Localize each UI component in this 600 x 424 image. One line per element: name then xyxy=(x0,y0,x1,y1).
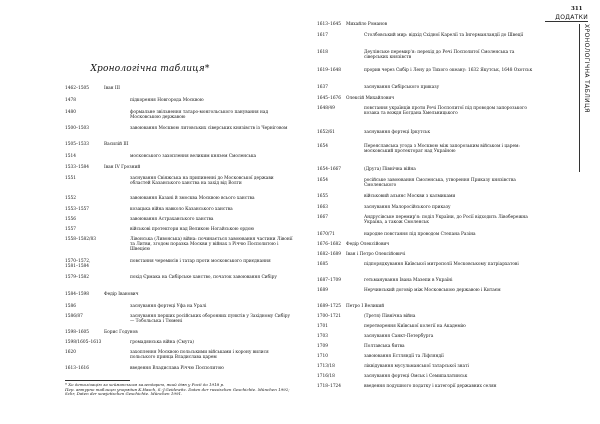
event: завоювання Москвою литовських сіверських князівств із Черніговом xyxy=(130,126,288,131)
ruler: Іван і Петро Олексійовичі xyxy=(346,252,406,257)
event: заснування Малоросійського приказу xyxy=(364,205,451,210)
event: Деулінське перемир'я: перехід до Речі Посполитої Смоленська та сіверських князівств xyxy=(364,50,515,61)
year: 1586 xyxy=(65,304,76,309)
running-head: ДОДАТКИ xyxy=(545,14,588,22)
year: 1620 xyxy=(65,350,76,355)
event: військові протектори над Великою Ногайською ордою xyxy=(130,227,255,232)
event: завоювання Естляндії та Ліфляндії xyxy=(364,354,444,359)
year: 1598/1605–1613 xyxy=(65,340,102,345)
year: 1500–1503 xyxy=(65,126,90,131)
event: повстання українців проти Речі Посполитої під проводом запорозького козака та вождя Богдана Хмельницького xyxy=(364,106,527,117)
event: заснування фортеці Уфа на Уралі xyxy=(130,304,207,309)
ruler: Василій III xyxy=(104,142,129,147)
year: 1654 xyxy=(317,178,328,183)
year: 1613–1616 xyxy=(65,366,90,371)
year: 1713/18 xyxy=(317,364,335,369)
event: заснування фортеці Іркутськ xyxy=(364,130,431,135)
ruler: Борис Годунов xyxy=(104,330,138,335)
year: 1586/87 xyxy=(65,314,83,319)
year: 1667 xyxy=(317,215,328,220)
year: 1663 xyxy=(317,205,328,210)
event: введення Владислава Річчю Посполитою xyxy=(130,366,224,371)
event: заснування перших російських оборонних пунктів у Західному Сибіру — Тобольська і Тюмені xyxy=(130,314,290,325)
event: повстання черемисів і татар проти московського приєднання xyxy=(130,259,271,264)
ruler: Іван IV Грозний xyxy=(104,165,141,170)
event: (Третя) Північна війна xyxy=(364,314,416,319)
year: 1709 xyxy=(317,344,328,349)
year: 1703 xyxy=(317,334,328,339)
year: 1700–1721 xyxy=(317,314,342,319)
event: Столбовський мир: відхід Східної Карелії та Інгерманландії до Швеції xyxy=(364,33,524,38)
year: 1478 xyxy=(65,98,76,103)
footnote-divider xyxy=(65,380,130,381)
year: 1514 xyxy=(65,154,76,159)
event: підкорення Новгорода Москвою xyxy=(130,98,204,103)
year: 1710 xyxy=(317,354,328,359)
year: 1654 xyxy=(317,144,328,149)
event: заснування фортеці Омськ і Семипалатинськ xyxy=(364,374,468,379)
event: Нерчинський договір між Московською державою і Китаєм xyxy=(364,288,501,293)
event: (Друга) Північна війна xyxy=(364,167,416,172)
year: 1598–1605 xyxy=(65,330,90,335)
event: громадянська війна (Смута) xyxy=(130,340,194,345)
footnote: * Хо деталізацію за хейманським календарем, який діяв у Росії до 1918 р. Пер. автурно таблицю упорядив K.Hasch, S.-J.Geidewitz. Daten der russischen Geschichte. München 1992; Schr, Daten der sowjetischen Geschichte. München 1991. xyxy=(65,382,290,397)
ruler: Олексій Михайлович xyxy=(346,96,395,101)
year: 1570–1572, 1581–1584 xyxy=(65,259,91,270)
year: 1716/18 xyxy=(317,374,335,379)
year: 1645–1676 xyxy=(317,96,342,101)
year: 1480 xyxy=(65,110,76,115)
year: 1676–1682 xyxy=(317,242,342,247)
event: російське завоювання Смоленська, утворення Приказу князівства Смоленського xyxy=(364,178,516,189)
year: 1617 xyxy=(317,33,328,38)
year: 1552 xyxy=(65,196,76,201)
event: московського захоплення великим князем Смоленська xyxy=(130,154,257,159)
year: 1558–1582/83 xyxy=(65,237,96,242)
event: військовий альянс Москви з калмиками xyxy=(364,194,456,199)
year: 1579–1582 xyxy=(65,275,90,280)
event: ліквідування мусульманської татарської знаті xyxy=(364,364,469,369)
event: заснування Санкт-Петербурга xyxy=(364,334,434,339)
year: 1505–1533 xyxy=(65,142,90,147)
year: 1652/61 xyxy=(317,130,335,135)
year: 1654–1667 xyxy=(317,167,342,172)
event: Лівонська (Ливонська) війна: починається завоювання частини Лівонії та Литви, згодом поразка Москви у війнах з Річчю Посполитою і Швецією xyxy=(130,237,293,253)
year: 1701 xyxy=(317,324,328,329)
event: Полтавська битва xyxy=(364,344,405,349)
ruler: Петро I Великий xyxy=(346,304,385,309)
year: 1551 xyxy=(65,176,76,181)
page-number: 311 xyxy=(571,6,583,12)
year: 1584–1598 xyxy=(65,292,90,297)
year: 1462–1505 xyxy=(65,86,90,91)
sidebar-label: ХРОНОЛОГІЧНА ТАБЛИЦЯ xyxy=(583,24,590,113)
year: 1648/49 xyxy=(317,106,335,111)
event: похід Єрмака на Сибірське ханство, початок завоювання Сибіру xyxy=(130,275,277,280)
ruler: Федір Іванович xyxy=(104,292,139,297)
right-page xyxy=(300,0,600,424)
year: 1533–1584 xyxy=(65,165,90,170)
year: 1689 xyxy=(317,288,328,293)
year: 1670/71 xyxy=(317,232,335,237)
ruler: Федір Олексійович xyxy=(346,242,390,247)
year: 1618 xyxy=(317,50,328,55)
year: 1619–1648 xyxy=(317,68,342,73)
ruler: Іван III xyxy=(104,86,121,91)
year: 1556 xyxy=(65,217,76,222)
event: введення подушного податку і категорії державних селян xyxy=(364,384,497,389)
event: Андрусівське перемир'я: поділ України, до Росії відходить Лівобережна Україна, а також Смоленськ xyxy=(364,215,528,226)
event: формальне звільнення татаро-монгольського панування над Московською державою xyxy=(130,110,269,121)
year: 1637 xyxy=(317,85,328,90)
event: перетворення Київської колегії на Академію xyxy=(364,324,466,329)
year: 1685 xyxy=(317,262,328,267)
year: 1689–1725 xyxy=(317,304,342,309)
event: завоювання Астраханського ханства xyxy=(130,217,214,222)
page-title: Хронологічна таблиця* xyxy=(90,64,210,74)
event: заснування Свіяжська на припиненні до Московської держави областей Казанського ханства на захід від Волги xyxy=(130,176,274,187)
year: 1553–1557 xyxy=(65,207,90,212)
year: 1655 xyxy=(317,194,328,199)
event: козацька війна навколо Казанського ханства xyxy=(130,207,233,212)
year: 1718–1724 xyxy=(317,384,342,389)
ruler: Михайло Романов xyxy=(346,22,388,27)
year: 1613–1645 xyxy=(317,22,342,27)
event: Переяславська угода з Москвою між запорозьким військом і царем: московський протекторат над Україною xyxy=(364,144,520,155)
year: 1682–1689 xyxy=(317,252,342,257)
event: прорив через Сибір і Лену до Тихого океану: 1632 Якутськ, 1648 Охотськ xyxy=(364,68,533,73)
event: підпорядкування Київської митрополії Московському патріархатові xyxy=(364,262,519,267)
event: народне повстання під проводом Степана Разіна xyxy=(364,232,476,237)
year: 1687–1709 xyxy=(317,278,342,283)
event: захоплення Москвою польськими військами і корону вилися польського принца Владислава царем xyxy=(130,350,269,361)
year: 1557 xyxy=(65,227,76,232)
event: завоювання Казані й змосква Москвою всього ханства xyxy=(130,196,255,201)
section-sidebar xyxy=(579,24,592,172)
event: гетьманування Івана Мазепи в Україні xyxy=(364,278,453,283)
event: заснування Сибірського приказу xyxy=(364,85,440,90)
